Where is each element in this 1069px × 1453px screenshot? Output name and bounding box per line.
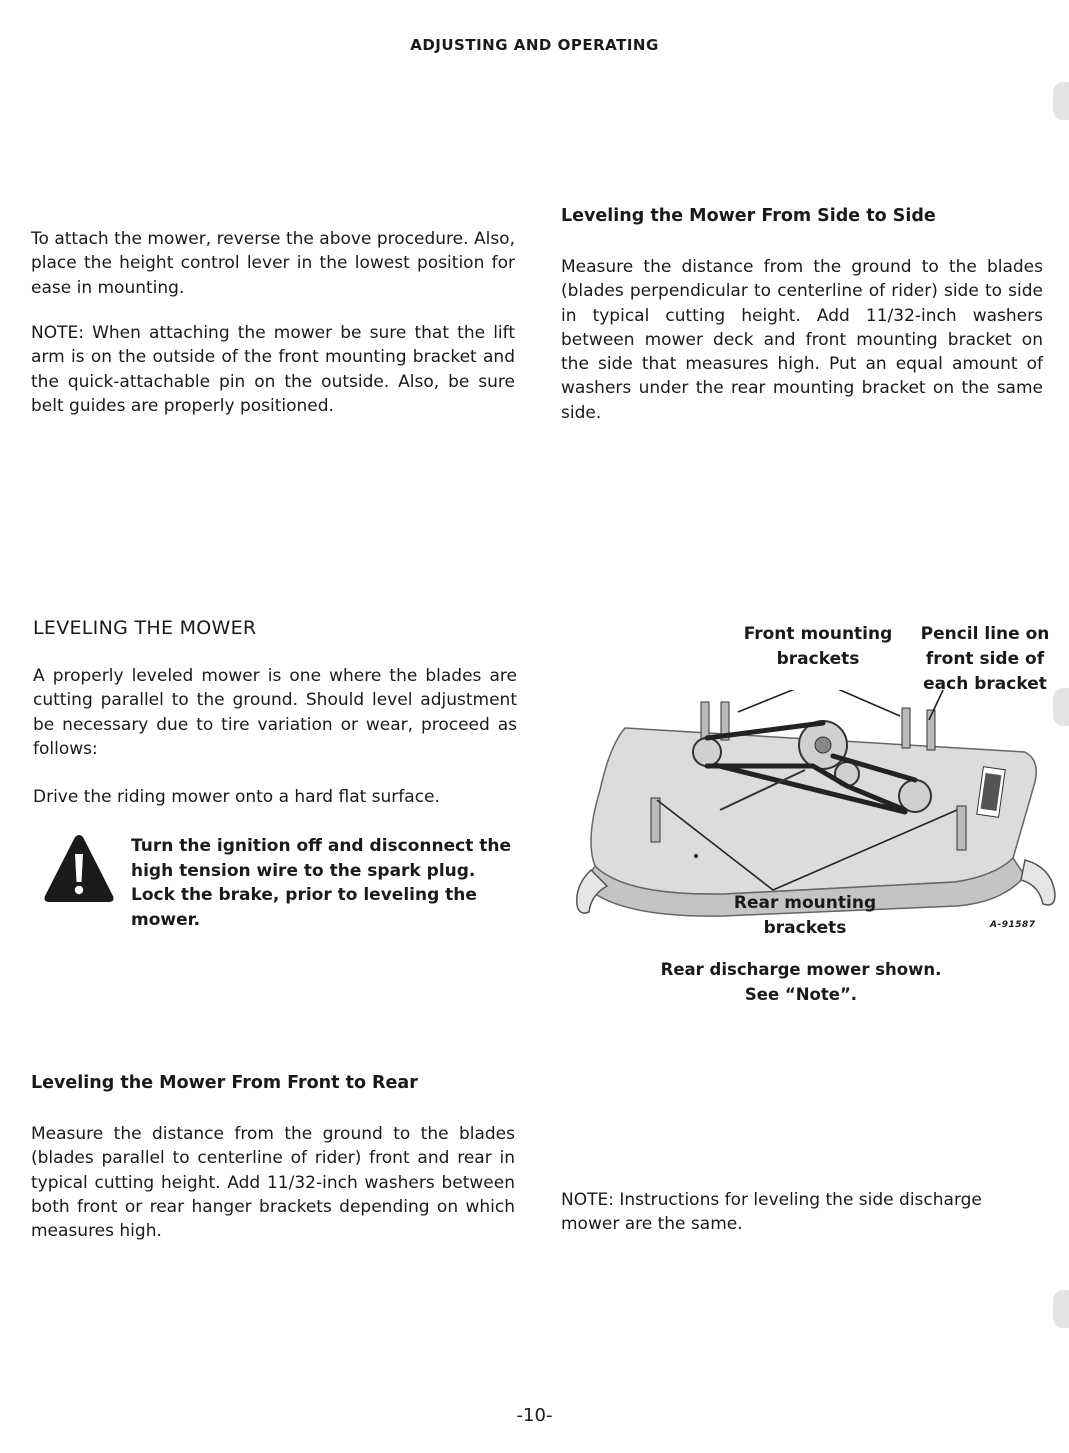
side-heading: Leveling the Mower From Side to Side: [561, 206, 936, 226]
attach-paragraph: To attach the mower, reverse the above procedure. Also, place the height control lever in the lowest position for ease in mounting.: [31, 229, 515, 298]
pencil-line-label: [912, 622, 1058, 697]
front-rear-paragraph: Measure the distance from the ground to the blades (blades parallel to centerline of rider) front and rear in typical cutting height. Add 11/32-inch washers between both front or rear hanger brackets depending on which measures high.: [31, 1124, 515, 1242]
front-rear-heading: Leveling the Mower From Front to Rear: [31, 1073, 418, 1093]
page-header: ADJUSTING AND OPERATING: [410, 36, 659, 54]
caption-line-1: Rear discharge mower shown.: [660, 960, 942, 979]
figure-caption: [640, 957, 962, 1007]
caption-line-2: See “Note”.: [744, 985, 858, 1004]
warning-triangle-icon: [42, 832, 116, 906]
rear-label-line-1: Rear mounting: [733, 893, 877, 913]
rear-right-bracket: [957, 806, 966, 850]
page-edge-tab-middle: [1053, 688, 1069, 726]
rear-label-line-2: brackets: [763, 918, 847, 938]
warning-text: Turn the ignition off and disconnect the high tension wire to the spark plug. Lock the brake, prior to leveling the mower.: [131, 836, 512, 930]
page-number: -10-: [516, 1405, 553, 1426]
front-label-line-1: Front mounting: [743, 624, 893, 644]
side-discharge-note: [561, 1188, 1043, 1237]
note-text: When attaching the mower be sure that the lift arm is on the outside of the front mounting bracket and the quick-attachable pin on the outside. Also, be sure belt guides are properly positioned.: [31, 323, 515, 416]
page-edge-tab-top: [1053, 82, 1069, 120]
front-right-bracket: [902, 708, 910, 748]
figure-id: A-91587: [990, 920, 1036, 930]
note-text-right: Instructions for leveling the side discharge mower are the same.: [561, 1190, 982, 1235]
front-brackets-label: [730, 622, 906, 672]
left-pulley: [693, 738, 721, 766]
leveling-heading: LEVELING THE MOWER: [33, 617, 257, 639]
page-edge-tab-bottom: [1053, 1290, 1069, 1328]
note-label-right: NOTE:: [561, 1190, 614, 1210]
note-label: NOTE:: [31, 323, 84, 343]
pencil-label-line-3: each bracket: [923, 674, 1047, 694]
pencil-label-line-1: Pencil line on: [920, 624, 1050, 644]
attach-note: [31, 321, 515, 418]
drive-paragraph: Drive the riding mower onto a hard flat surface.: [33, 787, 440, 807]
rear-brackets-label: [722, 891, 888, 941]
right-hanger-arm: [1021, 860, 1055, 905]
pencil-label-line-2: front side of: [925, 649, 1045, 669]
leveling-paragraph: A properly leveled mower is one where the blades are cutting parallel to the ground. Should level adjustment be necessary due to tire variation or wear, proceed as follows:: [33, 666, 517, 759]
rear-left-bracket: [651, 798, 660, 842]
side-paragraph: Measure the distance from the ground to the blades (blades perpendicular to centerline of rider) side to side in typical cutting height. Add 11/32-inch washers between mower deck and front mounting bracket on the side that measures high. Put an equal amount of washers under the rear mounting bracket on the same side.: [561, 257, 1043, 423]
front-label-line-2: brackets: [776, 649, 860, 669]
